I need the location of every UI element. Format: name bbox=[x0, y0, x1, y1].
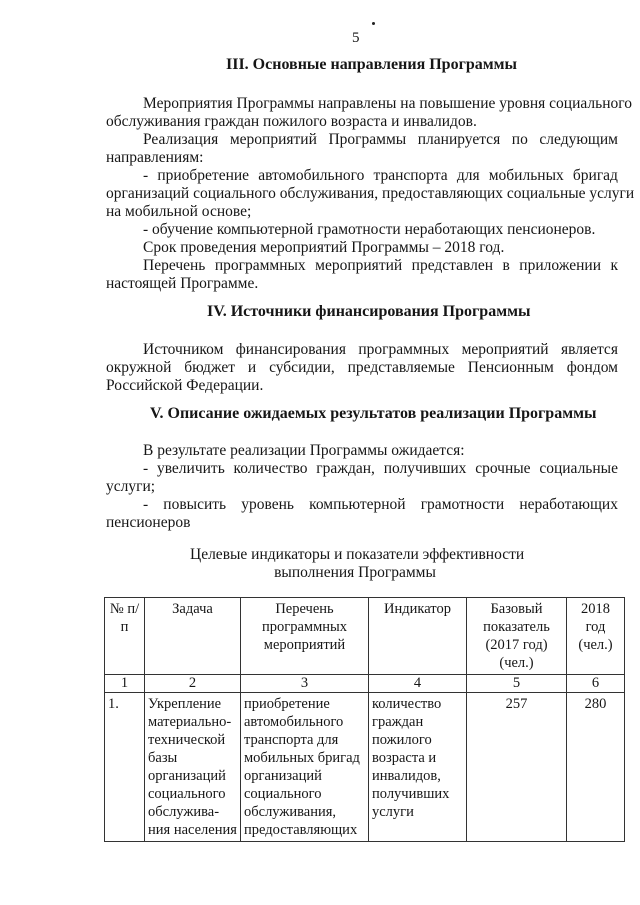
s3-line-3 bbox=[143, 131, 618, 149]
word: бюджет bbox=[184, 359, 236, 376]
word: мероприятий bbox=[315, 257, 403, 274]
row-indicator: количество граждан пожилого возраста и инвалидов, получивших услуги bbox=[369, 693, 467, 842]
row-base: 257 bbox=[467, 693, 567, 842]
section-4-heading: IV. Источники финансирования Программы bbox=[207, 303, 531, 320]
s5-line-3: услуги; bbox=[106, 478, 156, 495]
word: субсидии, bbox=[269, 359, 335, 376]
row-num: 1. bbox=[105, 693, 145, 842]
word: Пенсионным bbox=[467, 359, 554, 376]
s3-line-10 bbox=[143, 257, 618, 275]
word: в bbox=[502, 257, 510, 274]
word: количество bbox=[233, 460, 308, 477]
word: Перечень bbox=[143, 257, 206, 274]
s3-line-8: - обучение компьютерной грамотности неработающих пенсионеров. bbox=[143, 221, 596, 238]
s3-line-1: Мероприятия Программы направлены на повышение уровня социального bbox=[143, 95, 632, 112]
word: неработающих bbox=[519, 496, 618, 513]
colnum-3: 3 bbox=[241, 675, 369, 693]
header-num: № п/п bbox=[105, 598, 145, 675]
header-measures: Перечень программных мероприятий bbox=[241, 598, 369, 675]
header-base: Базовый показатель (2017 год) (чел.) bbox=[467, 598, 567, 675]
word: представляемые bbox=[347, 359, 455, 376]
word: срочные bbox=[475, 460, 531, 477]
s4-line-1 bbox=[143, 341, 618, 359]
word: по bbox=[511, 131, 528, 148]
s3-line-6: организаций социального обслуживания, предоставляющих социальные услуги bbox=[106, 185, 635, 202]
word: транспорта bbox=[373, 167, 448, 184]
word: и bbox=[247, 359, 257, 376]
s3-line-10-text bbox=[143, 257, 618, 275]
word: Реализация bbox=[143, 131, 219, 148]
word: мероприятий bbox=[229, 131, 317, 148]
word: фондом bbox=[566, 359, 618, 376]
word: - bbox=[143, 460, 149, 477]
colnum-5: 5 bbox=[467, 675, 567, 693]
word: к bbox=[610, 257, 618, 274]
s3-line-7: на мобильной основе; bbox=[106, 203, 252, 220]
word: окружной bbox=[106, 359, 172, 376]
s3-line-5-text bbox=[143, 167, 618, 185]
table-header-row bbox=[105, 598, 625, 675]
row-measures: приобретение автомобильного транспорта для мобильных бригад организаций социального обслуживания, предоставляющих bbox=[241, 693, 369, 842]
s4-line-3: Российской Федерации. bbox=[106, 377, 264, 394]
word: мобильных bbox=[488, 167, 564, 184]
colnum-1: 1 bbox=[105, 675, 145, 693]
word: планируется bbox=[417, 131, 501, 148]
word: программных bbox=[358, 341, 450, 358]
s5-line-4-text bbox=[143, 496, 618, 514]
word: Программы bbox=[328, 131, 407, 148]
row-target: 280 bbox=[567, 693, 625, 842]
s3-line-3-text bbox=[143, 131, 618, 149]
indicators-table bbox=[104, 597, 625, 842]
word: программных bbox=[214, 257, 306, 274]
word: граждан, bbox=[316, 460, 375, 477]
word: для bbox=[456, 167, 480, 184]
s3-line-5 bbox=[143, 167, 618, 185]
word: компьютерной bbox=[309, 496, 406, 513]
word: уровень bbox=[241, 496, 294, 513]
s4-line-2-text bbox=[106, 359, 618, 377]
word: социальные bbox=[539, 460, 618, 477]
word: следующим bbox=[539, 131, 618, 148]
s5-line-4 bbox=[143, 496, 618, 514]
s4-line-2 bbox=[106, 359, 618, 377]
word: автомобильного bbox=[258, 167, 365, 184]
s3-line-4: направлениям: bbox=[106, 149, 204, 166]
s5-line-5: пенсионеров bbox=[106, 514, 191, 531]
word: приобретение bbox=[157, 167, 250, 184]
word: представлен bbox=[411, 257, 494, 274]
word: увеличить bbox=[156, 460, 225, 477]
row-task: Укрепление материально-технической базы организаций социального обслужива-ния населения bbox=[145, 693, 241, 842]
s5-line-2 bbox=[143, 460, 618, 478]
word: повысить bbox=[163, 496, 227, 513]
s5-line-1: В результате реализации Программы ожидается: bbox=[143, 442, 465, 459]
header-indicator: Индикатор bbox=[369, 598, 467, 675]
word: - bbox=[143, 496, 149, 513]
s5-line-2-text bbox=[143, 460, 618, 478]
page-number: 5 bbox=[352, 30, 360, 46]
s3-line-9: Срок проведения мероприятий Программы – 2018 год. bbox=[143, 239, 505, 256]
word: финансирования bbox=[235, 341, 346, 358]
word: приложении bbox=[519, 257, 601, 274]
word: Источником bbox=[143, 341, 224, 358]
word: является bbox=[560, 341, 618, 358]
word: грамотности bbox=[420, 496, 505, 513]
word: мероприятий bbox=[461, 341, 549, 358]
column-number-row bbox=[105, 675, 625, 693]
section-5-heading: V. Описание ожидаемых результатов реализации Программы bbox=[150, 405, 597, 422]
page-bottom-margin bbox=[0, 845, 640, 905]
table-caption-line-2: выполнения Программы bbox=[274, 564, 436, 581]
word: бригад bbox=[572, 167, 618, 184]
colnum-6: 6 bbox=[567, 675, 625, 693]
header-task: Задача bbox=[145, 598, 241, 675]
colnum-4: 4 bbox=[369, 675, 467, 693]
colnum-2: 2 bbox=[145, 675, 241, 693]
scan-speck bbox=[372, 22, 375, 25]
header-target: 2018 год (чел.) bbox=[567, 598, 625, 675]
section-3-heading: III. Основные направления Программы bbox=[226, 56, 518, 73]
word: - bbox=[143, 167, 149, 184]
s3-line-11: настоящей Программе. bbox=[106, 275, 259, 292]
s3-line-2: обслуживания граждан пожилого возраста и инвалидов. bbox=[106, 113, 477, 130]
s4-line-1-text bbox=[143, 341, 618, 359]
table-row bbox=[105, 693, 625, 842]
table-caption-line-1: Целевые индикаторы и показатели эффективности bbox=[190, 546, 525, 563]
word: получивших bbox=[383, 460, 467, 477]
